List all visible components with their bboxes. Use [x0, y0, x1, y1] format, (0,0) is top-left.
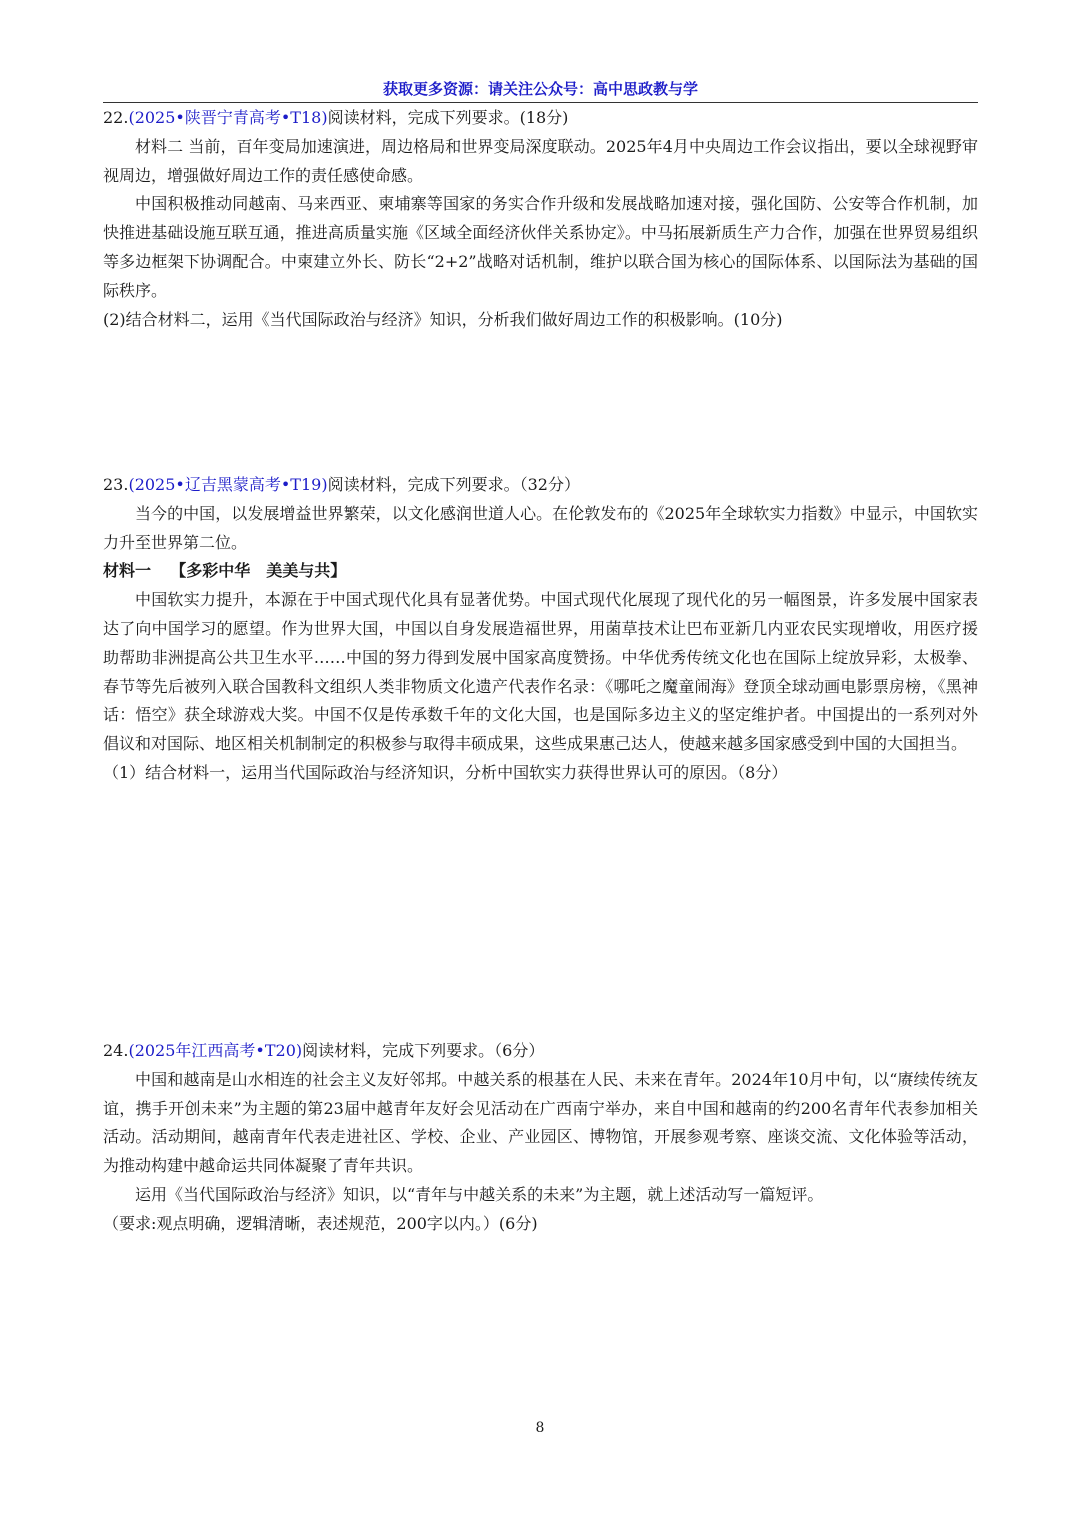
- question-source: (2025•陕晋宁青高考•T18): [128, 108, 328, 127]
- material-paragraph: 中国软实力提升，本源在于中国式现代化具有显著优势。中国式现代化展现了现代化的另一幅图景，许多发展中国家表达了向中国学习的愿望。作为世界大国，中国以自身发展造福世界，用菌草技术让巴布亚新几内亚农民实现增收，用医疗援助帮助非洲提高公共卫生水平……中国的努力得到发展中国家高度赞扬。中华优秀传统文化也在国际上绽放异彩，太极拳、春节等先后被列入联合国教科文组织人类非物质文化遗产代表作名录：《哪吒之魔童闹海》登顶全球动画电影票房榜，《黑神话：悟空》获全球游戏大奖。中国不仅是传承数千年的文化大国，也是国际多边主义的坚定维护者。中国提出的一系列对外倡议和对国际、地区相关机制制定的积极参与取得丰硕成果，这些成果惠己达人，使越来越多国家感受到中国的大国担当。: [103, 590, 978, 754]
- question-requirement: （要求:观点明确，逻辑清晰，表述规范，200字以内。）(6分): [103, 1213, 538, 1233]
- material-title: 【多彩中华 美美与共】: [170, 561, 347, 581]
- question-source: (2025•辽吉黑蒙高考•T19): [128, 475, 328, 494]
- question-number: 22.: [103, 108, 129, 127]
- question-23: [103, 471, 978, 788]
- question-number: 24.: [103, 1041, 129, 1060]
- question-23-heading: [103, 471, 978, 500]
- question-prompt: 阅读材料，完成下列要求。（32分）: [327, 475, 580, 494]
- material-label: 材料一: [103, 561, 152, 581]
- question-number: 23.: [103, 475, 129, 494]
- material-paragraph: 中国积极推动同越南、马来西亚、柬埔寨等国家的务实合作升级和发展战略加速对接，强化国防、公安等合作机制，加快推进基础设施互联互通，推进高质量实施《区域全面经济伙伴关系协定》。中马拓展新质生产力合作，加强在世界贸易组织等多边框架下协调配合。中柬建立外长、防长“2+2”战略对话机制，维护以联合国为核心的国际体系、以国际法为基础的国际秩序。: [103, 194, 978, 300]
- question-24: [103, 1037, 978, 1239]
- intro-paragraph: 当今的中国，以发展增益世界繁荣，以文化感润世道人心。在伦敦发布的《2025年全球软实力指数》中显示，中国软实力升至世界第二位。: [103, 503, 978, 552]
- material-heading: [103, 557, 978, 586]
- page-number: 8: [535, 1420, 545, 1436]
- material-paragraph: 中国和越南是山水相连的社会主义友好邻邦。中越关系的根基在人民、未来在青年。2024年10月中旬，以“赓续传统友谊，携手开创未来”为主题的第23届中越青年友好会见活动在广西南宁举办，来自中国和越南的约200名青年代表参加相关活动。活动期间，越南青年代表走进社区、学校、企业、产业园区、博物馆，开展参观考察、座谈交流、文化体验等活动，为推动构建中越命运共同体凝聚了青年共识。: [103, 1069, 978, 1176]
- question-prompt: 阅读材料，完成下列要求。（6分）: [302, 1041, 545, 1060]
- material-paragraph: 材料二 当前，百年变局加速演进，周边格局和世界变局深度联动。2025年4月中央周边工作会议指出，要以全球视野审视周边，增强做好周边工作的责任感使命感。: [103, 136, 978, 185]
- header-divider: [103, 102, 978, 103]
- question-22-heading: [103, 104, 978, 133]
- question-24-heading: [103, 1037, 978, 1066]
- page-header: 获取更多资源：请关注公众号：高中思政教与学: [382, 80, 698, 98]
- question-task: （1）结合材料一，运用当代国际政治与经济知识，分析中国软实力获得世界认可的原因。（8分）: [103, 762, 788, 782]
- question-source: (2025年江西高考•T20): [128, 1041, 303, 1060]
- question-task: 运用《当代国际政治与经济》知识，以“青年与中越关系的未来”为主题，就上述活动写一篇短评。: [135, 1184, 824, 1204]
- question-task: (2)结合材料二，运用《当代国际政治与经济》知识，分析我们做好周边工作的积极影响。(10分): [103, 309, 783, 329]
- question-prompt: 阅读材料，完成下列要求。(18分): [327, 108, 569, 127]
- question-22: [103, 104, 978, 334]
